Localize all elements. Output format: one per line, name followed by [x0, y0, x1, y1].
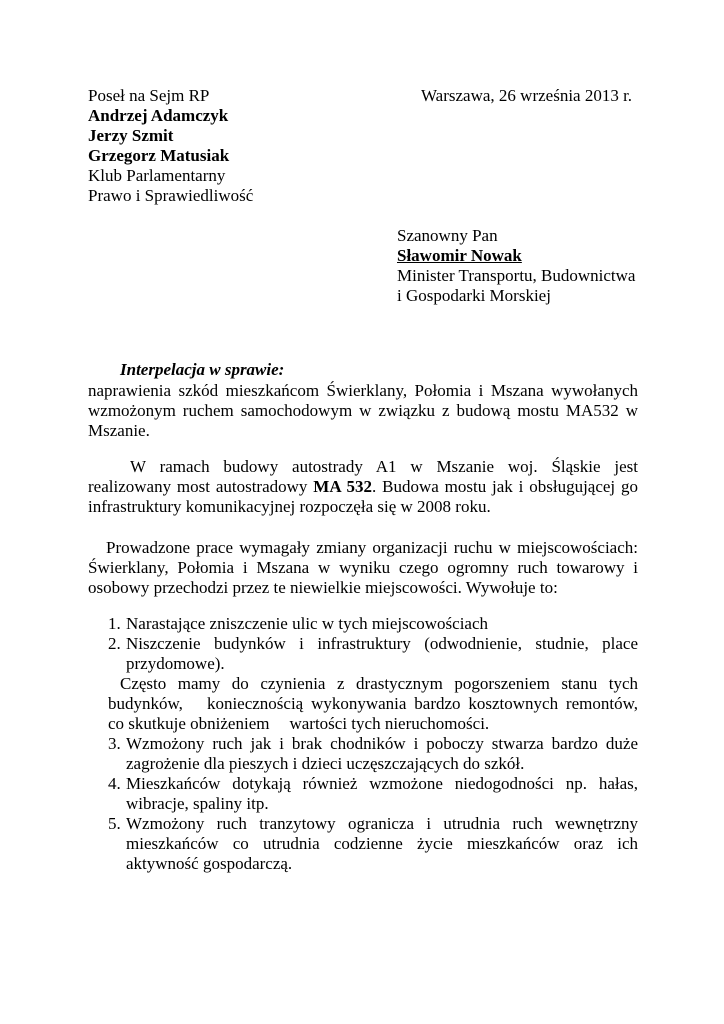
sender-name: Jerzy Szmit [88, 126, 174, 145]
list-item-number: 4. [108, 774, 121, 793]
list-item-text: Wzmożony ruch tranzytowy ogranicza i utrudnia ruch wewnętrzny mieszkańców co utrudnia codzienne życie mieszkańców oraz ich aktywność gospodarczą. [126, 814, 638, 873]
list-item [88, 814, 638, 874]
sender-block [88, 86, 253, 206]
list-item-text: Mieszkańców dotykają również wzmożone niedogodności np. hałas, wibracje, spaliny itp. [126, 774, 638, 813]
list-item [88, 614, 638, 634]
note-text: wartości tych nieruchomości. [289, 714, 490, 733]
list-item-number: 5. [108, 814, 121, 833]
list-item-text: Niszczenie budynków i infrastruktury (odwodnienie, studnie, place przydomowe). [126, 634, 638, 673]
sender-name: Grzegorz Matusiak [88, 146, 230, 165]
recipient-salutation: Szanowny Pan [397, 226, 498, 245]
list-item-number: 3. [108, 734, 121, 753]
paragraph-1-text: . Budowa mostu jak i obsługującej go infrastruktury komunikacyjnej rozpoczęła się w 2008 roku. [88, 477, 639, 516]
list-item-text: Wzmożony ruch jak i brak chodników i poboczy stwarza bardzo duże zagrożenie dla pieszych i dzieci uczęszczających do szkół. [126, 734, 638, 773]
bridge-code: MA 532 [313, 477, 373, 496]
note-text: koniecznością wykonywania bardzo kosztownych remontów, co skutkuje obniżeniem [108, 694, 638, 733]
list-item-text: Narastające zniszczenie ulic w tych miejscowościach [126, 614, 489, 633]
subject-heading: Interpelacja w sprawie: [120, 360, 285, 379]
recipient-position: Minister Transportu, Budownictwa [397, 266, 636, 285]
paragraph-1 [88, 457, 638, 517]
sender-name: Andrzej Adamczyk [88, 106, 229, 125]
paragraph-2: Prowadzone prace wymagały zmiany organizacji ruchu w miejscowościach: Świerklany, Połomia i Mszana w wyniku czego ogromny ruch towarowy i osobowy przechodzi przez te niewielkie miejscowości. Wywołuje to: [88, 538, 638, 597]
list-item [88, 774, 638, 814]
list-item-number: 1. [108, 614, 121, 633]
note-text: Często mamy do czynienia z drastycznym pogorszeniem stanu tych budynków, [108, 674, 638, 713]
paragraph-1-text: W ramach budowy autostrady A1 w Mszanie woj. Śląskie jest realizowany most autostradowy [88, 457, 638, 496]
sender-club: Klub Parlamentarny [88, 166, 226, 185]
list-item [88, 634, 638, 674]
list-item-number: 2. [108, 634, 121, 653]
subject-text: naprawienia szkód mieszkańcom Świerklany, Połomia i Mszana wywołanych wzmożonym ruchem samochodowym w związku z budową mostu MA532 w Mszanie. [88, 381, 638, 440]
recipient-block [397, 226, 635, 306]
place-date: Warszawa, 26 września 2013 r. [421, 86, 633, 105]
list-note [88, 674, 638, 734]
recipient-name: Sławomir Nowak [397, 246, 522, 265]
sender-title: Poseł na Sejm RP [88, 86, 210, 105]
recipient-position: i Gospodarki Morskiej [397, 286, 551, 305]
sender-party: Prawo i Sprawiedliwość [88, 186, 254, 205]
numbered-list [88, 614, 638, 874]
list-item [88, 734, 638, 774]
